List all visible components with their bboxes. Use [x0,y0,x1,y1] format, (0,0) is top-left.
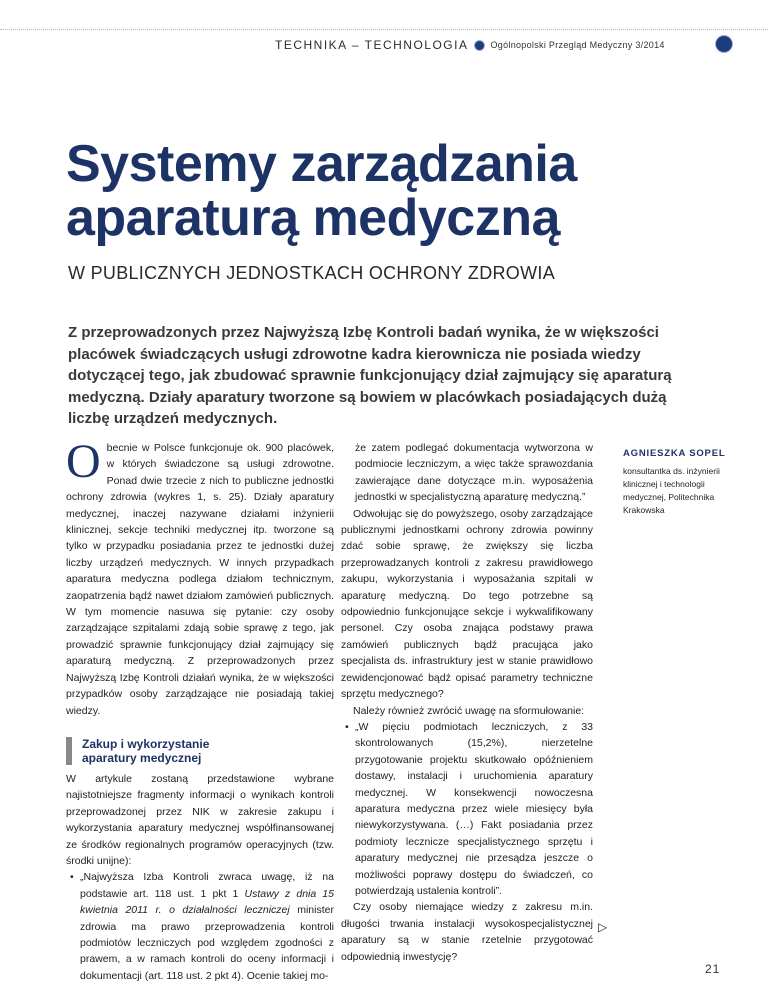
paragraph: W artykule zostaną przedstawione wybrane najistotniejsze fragmenty informacji o wynikach kontroli przeprowadzonej przez NIK w zakresie zakupu i wykorzystania aparatury medycznej współfinansowanej ze środków regionalnych programów operacyjnych (tzw. środki unijne): [66,772,334,867]
blue-dot-icon [475,41,484,50]
running-header [275,38,665,52]
blue-dot-icon [716,36,732,52]
section-heading [66,737,334,765]
article-title [66,137,577,245]
article-subtitle: W PUBLICZNYCH JEDNOSTKACH OCHRONY ZDROWIA [68,263,555,283]
intro-text: becnie w Polsce funkcjonuje ok. 900 placówek, w których świadczone są usługi zdrowotne. Ponad dwie trzecie z nich to publiczne jednostki ochrony zdrowia (wykres 1, s. 25). Działy aparatury medycznej, inaczej nazywane działami inżynierii klinicznej, sekcje techniki medycznej itp. tworzone są tylko w przypadku posiadania przez te jednostki dużej liczby urządzeń medycznych. W innych przypadkach aparatura medyczna podlega działom technicznym, zaopatrzenia bądź nawet działom zamówień publicznych. W tym momencie nasuwa się pytanie: czy osoby zarządzające szpitalami zdają sobie sprawę z tego, jak prowadzić sprawnie funkcjonujący dział zajmujący się aparaturą medyczną. Z przeprowadzonych przez Najwyższą Izbę Kontroli działań wynika, że w większości przypadków osoby zarządzające nie posiadają takiej wiedzy. [66,442,334,717]
quote-continuation: że zatem podlegać dokumentacja wytworzona w podmiocie leczniczym, a więc także sprawozdania zawierające dane dotyczące m.in. wyposażenia jednostki w specjalistyczną aparaturę medyczną.” [355,442,593,504]
bullet-item: • „W pięciu podmiotach leczniczych, z 33 skontrolowanych (15,2%), nierzetelne przygotowanie projektu skutkowało opóźnieniem dostawy, instalacji i uruchomienia aparatury medycznej. W konsekwencji nowoczesna aparatura medyczna przez wiele miesięcy była niewykorzystywana. (…) Fakt posiadania przez podmioty lecznicze specjalistycznego sprzętu i aparatury medycznej nie przesądza jeszcze o możliwości poprawy dostępu do świadczeń, co potwierdzają ustalenia kontroli”. [341,719,593,899]
paragraph: Odwołując się do powyższego, osoby zarządzające publicznymi jednostkami ochrony zdrowia powinny zdać sobie sprawę, że zwiększy się liczba przeprowadzanych kontroli z zakresu prawidłowego zakupu, wykorzystania i wyposażania szpitali w aparaturę medyczną. Do tego potrzebne są odpowiednio funkcjonujące sekcje i wykwalifikowany personel. Czy osoba znająca podstawy prawa zamówień publicznych bądź pracująca jako specjalista ds. infrastruktury jest w stanie prawidłowo zewidencjonować bądź opisać parametry techniczne sprzętu medycznego? [341,507,593,701]
text-column-1 [66,435,334,984]
lead-paragraph: Z przeprowadzonych przez Najwyższą Izbę Kontroli badań wynika, że w większości placówek świadczących usługi zdrowotne kadra kierownicza nie posiada wiedzy dotyczącej tego, jak zbudować sprawnie funkcjonujący dział zajmujący się aparaturą medyczną. Działy aparatury tworzone są bowiem w placówkach posiadających dużą liczbę urządzeń medycznych. [68,324,672,427]
title-line: Systemy zarządzania [66,135,577,193]
header-dotted-rule [0,29,768,30]
bullet-text: „Najwyższa Izba Kontroli zwraca uwagę, iż na podstawie art. 118 ust. 1 pkt 1 [80,871,334,900]
title-line: aparaturą medyczną [66,189,560,247]
paragraph: Czy osoby niemające wiedzy z zakresu m.in. długości trwania instalacji wysokospecjalistycznej aparatury są w stanie rzetelnie przygotować odpowiednią inwestycję? [341,901,593,963]
author-name: AGNIESZKA SOPEL [623,448,726,459]
triangle-arrow-icon: ▷ [598,920,608,934]
law-citation: Ustawy z dnia 15 kwietnia 2011 r. o działalności leczniczej [80,887,334,917]
paragraph: Należy również zwrócić uwagę na sformułowanie: [353,704,585,717]
section-heading-line: Zakup i wykorzystanie [82,736,210,751]
drop-cap: O [66,435,101,488]
text-column-2 [341,440,593,965]
author-bio: konsultantka ds. inżynierii klinicznej i technologii medycznej, Politechnika Krakowska [623,466,720,515]
bullet-text: minister zdrowia ma prawo przeprowadzenia kontroli podmiotów leczniczych pod względem zgodności z prawem, a w ramach kontroli do oceny informacji i dokumentacji (art. 118 ust. 2 pkt 4). Ocenie takiej mo- [80,904,334,982]
author-box [623,448,733,517]
header-journal: Ogólnopolski Przegląd Medyczny 3/2014 [490,40,665,50]
section-heading-line: aparatury medycznej [82,750,202,765]
bullet-item [66,869,334,984]
page-number: 21 [705,962,721,976]
intro-paragraph [66,435,334,719]
header-section: TECHNIKA – TECHNOLOGIA [275,38,469,52]
